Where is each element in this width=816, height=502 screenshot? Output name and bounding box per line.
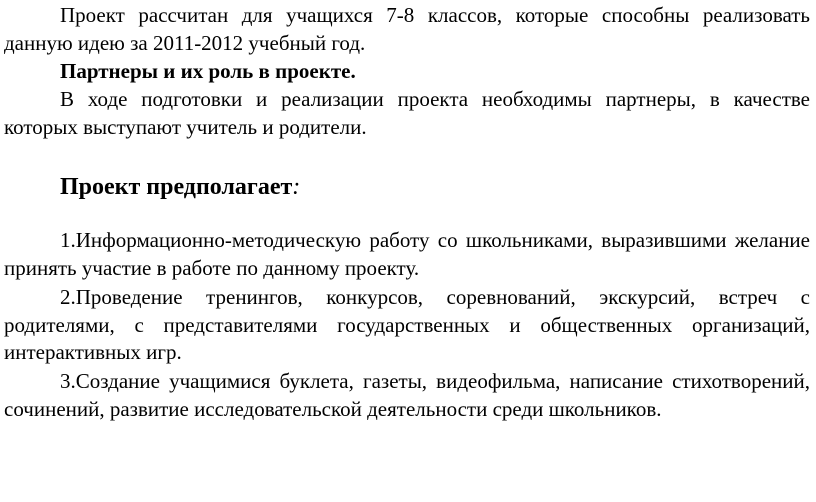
- intro-paragraph: Проект рассчитан для учащихся 7-8 классов, которые способны реализовать данную идею за 2011-2012 учебный год.: [4, 3, 810, 55]
- partners-heading: Партнеры и их роль в проекте.: [60, 59, 356, 83]
- list-item: 1.Информационно-методическую работу со школьниками, выразившими желание принять участие в работе по данному проекту.: [4, 228, 810, 280]
- project-heading: [60, 172, 300, 202]
- list-item: 3.Создание учащимися буклета, газеты, видеофильма, написание стихотворений, сочинений, развитие исследовательской деятельности среди школьников.: [4, 369, 810, 421]
- project-heading-text: Проект предполагает: [60, 174, 293, 200]
- list-item: 2.Проведение тренингов, конкурсов, соревнований, экскурсий, встреч с родителями, с представителями государственных и общественных организаций, интерактивных игр.: [4, 285, 810, 364]
- partners-paragraph: В ходе подготовки и реализации проекта необходимы партнеры, в качестве которых выступают учитель и родители.: [4, 87, 810, 139]
- project-heading-colon: :: [292, 174, 301, 200]
